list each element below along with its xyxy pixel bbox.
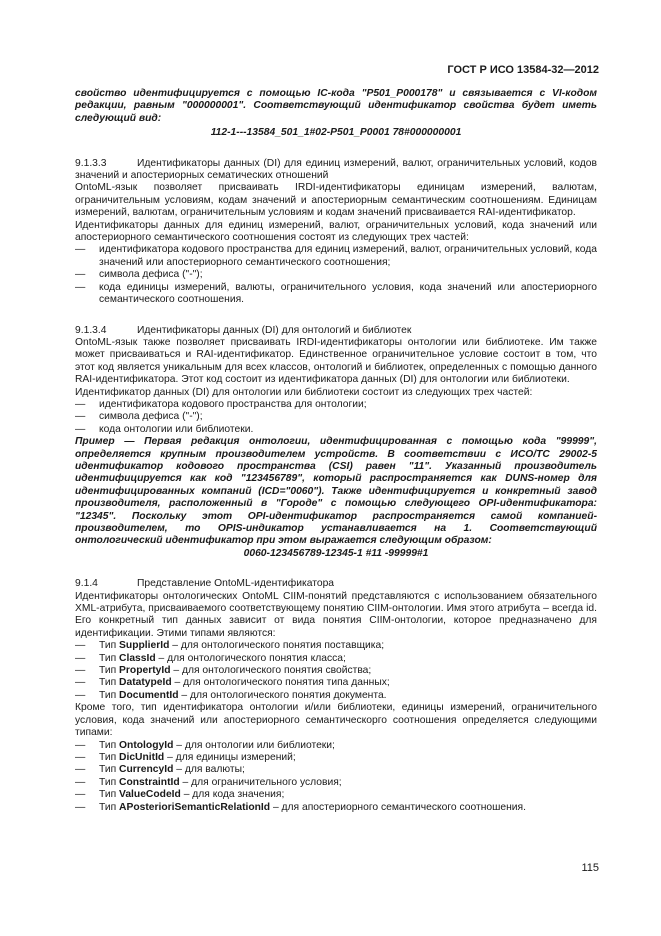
- type-name: PropertyId: [119, 665, 171, 677]
- list-item: — кода единицы измерений, валюты, ограничительного условия, кода значений или апостериорного семантического соотношения.: [75, 281, 597, 306]
- section-9-1-4-heading: [75, 578, 597, 590]
- paragraph: OntoML-язык позволяет присваивать IRDI-идентификаторы единицам измерений, валютам, ограничительным условиям, кодам значений и апостериорным семантическим соотношениям. Единицам измерений, валютам, ограничительным условиям и кодам значений присваивается RAI-идентификатор.: [75, 182, 597, 219]
- type-list-item: — Тип ClassId – для онтологического понятия класса;: [75, 652, 346, 664]
- document-header: ГОСТ Р ИСО 13584-32—2012: [447, 64, 599, 76]
- paragraph: Идентификаторы данных для единиц измерений, валют, ограничительных условий, кода значений или апостериорного семантического соотношения состоят из следующих трех частей:: [75, 219, 597, 244]
- list-item: — идентификатора кодового пространства для онтологии;: [75, 398, 367, 410]
- intro-paragraph: свойство идентифицируется с помощью IC-кода "P501_P000178" и связывается с VI-кодом редакции, равным "000000001". Соответствующий идентификатор свойства будет иметь следующий вид:: [75, 88, 597, 124]
- type-name: ConstraintId: [119, 776, 180, 788]
- ontology-identifier-code: 0060-123456789-12345-1 #11 -99999#1: [243, 547, 429, 559]
- type-name: DicUnitId: [119, 751, 165, 763]
- spacer: [75, 560, 597, 578]
- type-list-item: — Тип OntologyId – для онтологии или библиотеки;: [75, 739, 335, 751]
- list-item: — символа дефиса ("-");: [75, 269, 203, 281]
- type-list-item: — Тип SupplierId – для онтологического понятия поставщика;: [75, 640, 385, 652]
- type-list-item: — Тип DatatypeId – для онтологического понятия типа данных;: [75, 677, 390, 689]
- type-name: SupplierId: [119, 640, 170, 652]
- list-item: — кода онтологии или библиотеки.: [75, 423, 254, 435]
- type-list-concepts: [75, 640, 597, 702]
- type-name: DocumentId: [119, 689, 179, 701]
- page-number: 115: [581, 862, 599, 874]
- type-name: APosterioriSemanticRelationId: [119, 801, 271, 813]
- section-number: 9.1.4: [75, 578, 98, 590]
- section-number: 9.1.3.3: [75, 157, 107, 169]
- property-identifier-code: 112-1---13584_501_1#02-P501_P0001 78#000000001: [210, 127, 462, 139]
- list-item: — идентификатора кодового пространства для единиц измерений, валют, ограничительных условий, кода значений или апостериорного семантического соотношения;: [75, 244, 597, 268]
- type-list-item: — Тип APosterioriSemanticRelationId – для апостериорного семантического соотношения.: [75, 801, 526, 813]
- paragraph: Идентификатор данных (DI) для онтологии или библиотеки состоит из следующих трех частей:: [75, 386, 533, 398]
- section-9-1-3-3-heading: [75, 158, 597, 183]
- paragraph: OntoML-язык также позволяет присваивать IRDI-идентификаторы онтологии или библиотеке. Им также может присваиваться и RAI-идентификатор. Единственное ограничительное условие состоит в том, что этот код является уникальным для всех классов, онтологий и библиотек, определенных с помощью данного RAI-идентификатора. Этот код состоит из идентификатора данных (DI) для онтологии или библиотеки.: [75, 336, 597, 386]
- list-item: — символа дефиса ("-");: [75, 411, 203, 423]
- spacer: [75, 307, 597, 325]
- paragraph: Кроме того, тип идентификатора онтологии и/или библиотеки, единицы измерений, ограничительного условия, кода значений или апостериорного семантическорго соотношения определяется следующими типами:: [75, 702, 597, 739]
- type-list-item: — Тип ConstraintId – для ограничительного условия;: [75, 776, 342, 788]
- section-title: Представление OntoML-идентификатора: [137, 578, 335, 590]
- type-list-item: — Тип DicUnitId – для единицы измерений;: [75, 751, 296, 763]
- type-list-identifiers: [75, 740, 597, 814]
- type-name: ValueCodeId: [119, 789, 181, 801]
- section-9-1-3-4-heading: [75, 325, 597, 337]
- section-number: 9.1.3.4: [75, 324, 107, 336]
- type-list-item: — Тип CurrencyId – для валюты;: [75, 764, 245, 776]
- type-name: ClassId: [119, 652, 156, 664]
- page-body: [75, 88, 597, 814]
- type-name: CurrencyId: [119, 764, 174, 776]
- type-name: OntologyId: [119, 739, 174, 751]
- type-list-item: — Тип ValueCodeId – для кода значения;: [75, 789, 285, 801]
- type-list-item: — Тип PropertyId – для онтологического понятия свойства;: [75, 665, 372, 677]
- paragraph: Идентификаторы онтологических OntoML CIIM-понятий представляются с использованием обязательного XML-атрибута, присваиваемого соответствующему понятию CIIM-онтологии. Имя этого атрибута – всегда id. Его конкретный тип данных зависит от вида понятия CIIM-онтологии, которое предназначено для идентификации. Этими типами являются:: [75, 590, 597, 639]
- type-list-item: — Тип DocumentId – для онтологического понятия документа.: [75, 689, 387, 701]
- section-title: Идентификаторы данных (DI) для онтологий и библиотек: [137, 324, 412, 336]
- type-name: DatatypeId: [119, 677, 172, 689]
- spacer: [75, 140, 597, 158]
- example-paragraph: Пример — Первая редакция онтологии, идентифицированная с помощью кода "99999", определяется крупным производителем устройств. В соответствии с ИСО/ТС 29002-5 идентификатор кодового пространства (CSI) равен "11". Указанный производитель идентифицируется как код "123456789", который распространяется как DUNS-номер для идентифицированных компаний (ICD="0060"). Также идентифицируется и конкретный завод производителя, расположенный в "Городе" с помощью следующего OPI-идентификатора: "12345". Поскольку этот OPI-идентификатор распространяется самой компанией-производителем, то OPIS-индикатор устанавливается на 1. Соответствующий онтологический идентификатор при этом выражается следующим образом:: [75, 436, 597, 547]
- section-title: Идентификаторы данных (DI) для единиц измерений, валют, ограничительных условий, кодов значений и апостериорных сематических отношений: [75, 157, 597, 182]
